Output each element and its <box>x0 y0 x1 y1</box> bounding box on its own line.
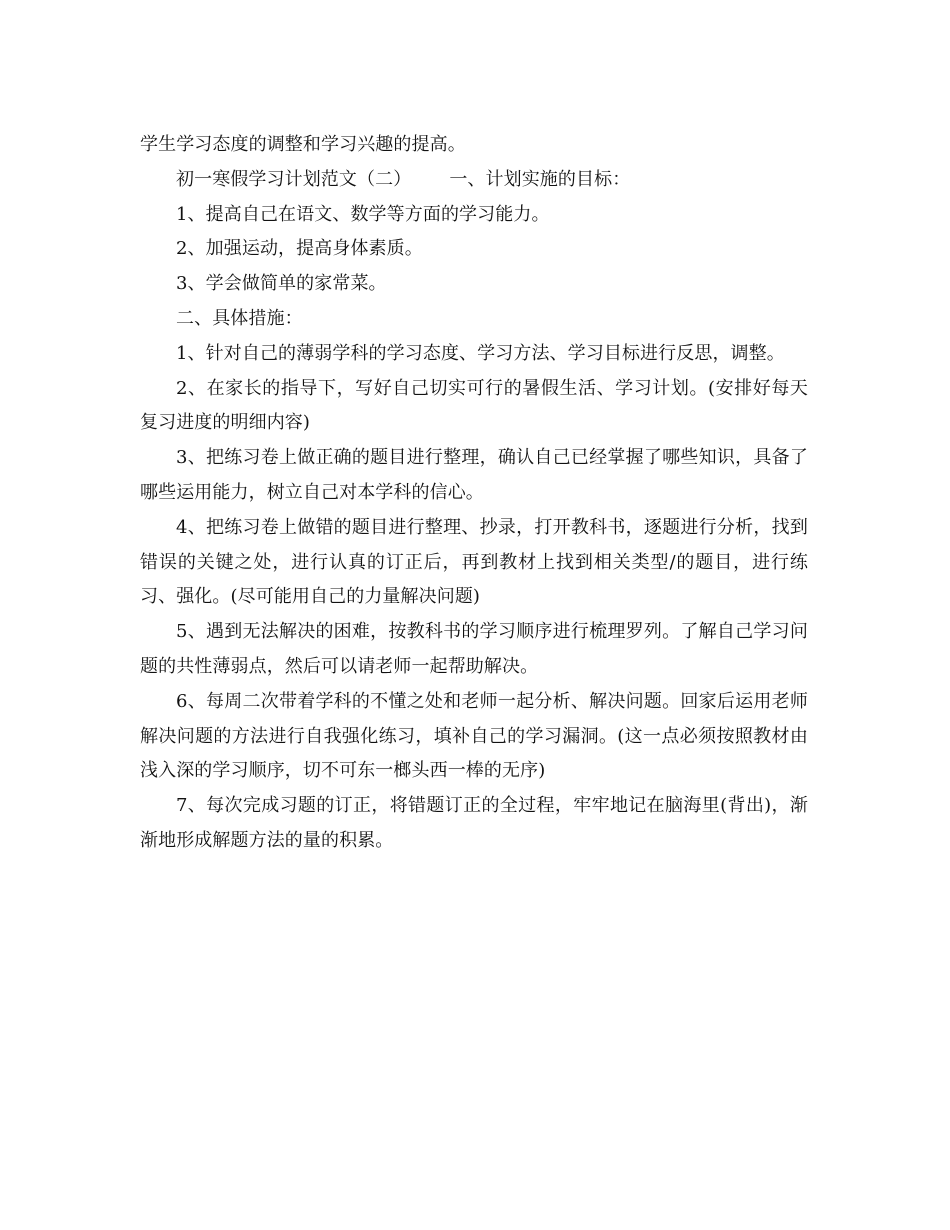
paragraph-text: 4、把练习卷上做错的题目进行整理、抄录，打开教科书，逐题进行分析，找到错误的关键之处，进行认真的订正后，再到教材上找到相关类型/的题目，进行练习、强化。(尽可能用自己的力量解决问题) <box>140 516 808 608</box>
paragraph-measure-7 <box>140 789 808 859</box>
paragraph-continuation <box>140 128 808 163</box>
paragraph-text: 3、把练习卷上做正确的题目进行整理，确认自己已经掌握了哪些知识，具备了哪些运用能力，树立自己对本学科的信心。 <box>140 447 808 503</box>
section-title: 初一寒假学习计划范文（二） <box>176 168 412 190</box>
paragraph-text: 学生学习态度的调整和学习兴趣的提高。 <box>140 134 466 155</box>
paragraph-measure-1 <box>140 337 808 372</box>
paragraph-measure-3 <box>140 441 808 511</box>
paragraph-text: 5、遇到无法解决的困难，按教科书的学习顺序进行梳理罗列。了解自己学习问题的共性薄弱点，然后可以请老师一起帮助解决。 <box>140 621 808 677</box>
paragraph-section-heading <box>140 163 808 198</box>
paragraph-measure-5 <box>140 615 808 685</box>
paragraph-measures-heading <box>140 302 808 337</box>
paragraph-text: 1、提高自己在语文、数学等方面的学习能力。 <box>176 203 550 225</box>
paragraph-measure-2 <box>140 372 808 442</box>
paragraph-text: 3、学会做简单的家常菜。 <box>176 273 387 295</box>
paragraph-text: 一、计划实施的目标： <box>449 168 631 190</box>
document-body <box>140 128 808 859</box>
paragraph-text: 1、针对自己的薄弱学科的学习态度、学习方法、学习目标进行反思，调整。 <box>176 342 785 364</box>
paragraph-goal-1 <box>140 198 808 233</box>
paragraph-text: 二、具体措施： <box>176 307 303 329</box>
paragraph-goal-2 <box>140 232 808 267</box>
paragraph-measure-6 <box>140 685 808 789</box>
paragraph-measure-4 <box>140 511 808 615</box>
paragraph-text: 6、每周二次带着学科的不懂之处和老师一起分析、解决问题。回家后运用老师解决问题的方法进行自我强化练习，填补自己的学习漏洞。(这一点必须按照教材由浅入深的学习顺序，切不可东一榔头西一棒的无序) <box>140 690 808 782</box>
paragraph-text: 7、每次完成习题的订正，将错题订正的全过程，牢牢地记在脑海里(背出)，渐渐地形成解题方法的量的积累。 <box>140 795 808 851</box>
paragraph-text: 2、加强运动，提高身体素质。 <box>176 238 423 260</box>
paragraph-goal-3 <box>140 267 808 302</box>
paragraph-text: 2、在家长的指导下，写好自己切实可行的暑假生活、学习计划。(安排好每天复习进度的明细内容) <box>140 377 808 434</box>
